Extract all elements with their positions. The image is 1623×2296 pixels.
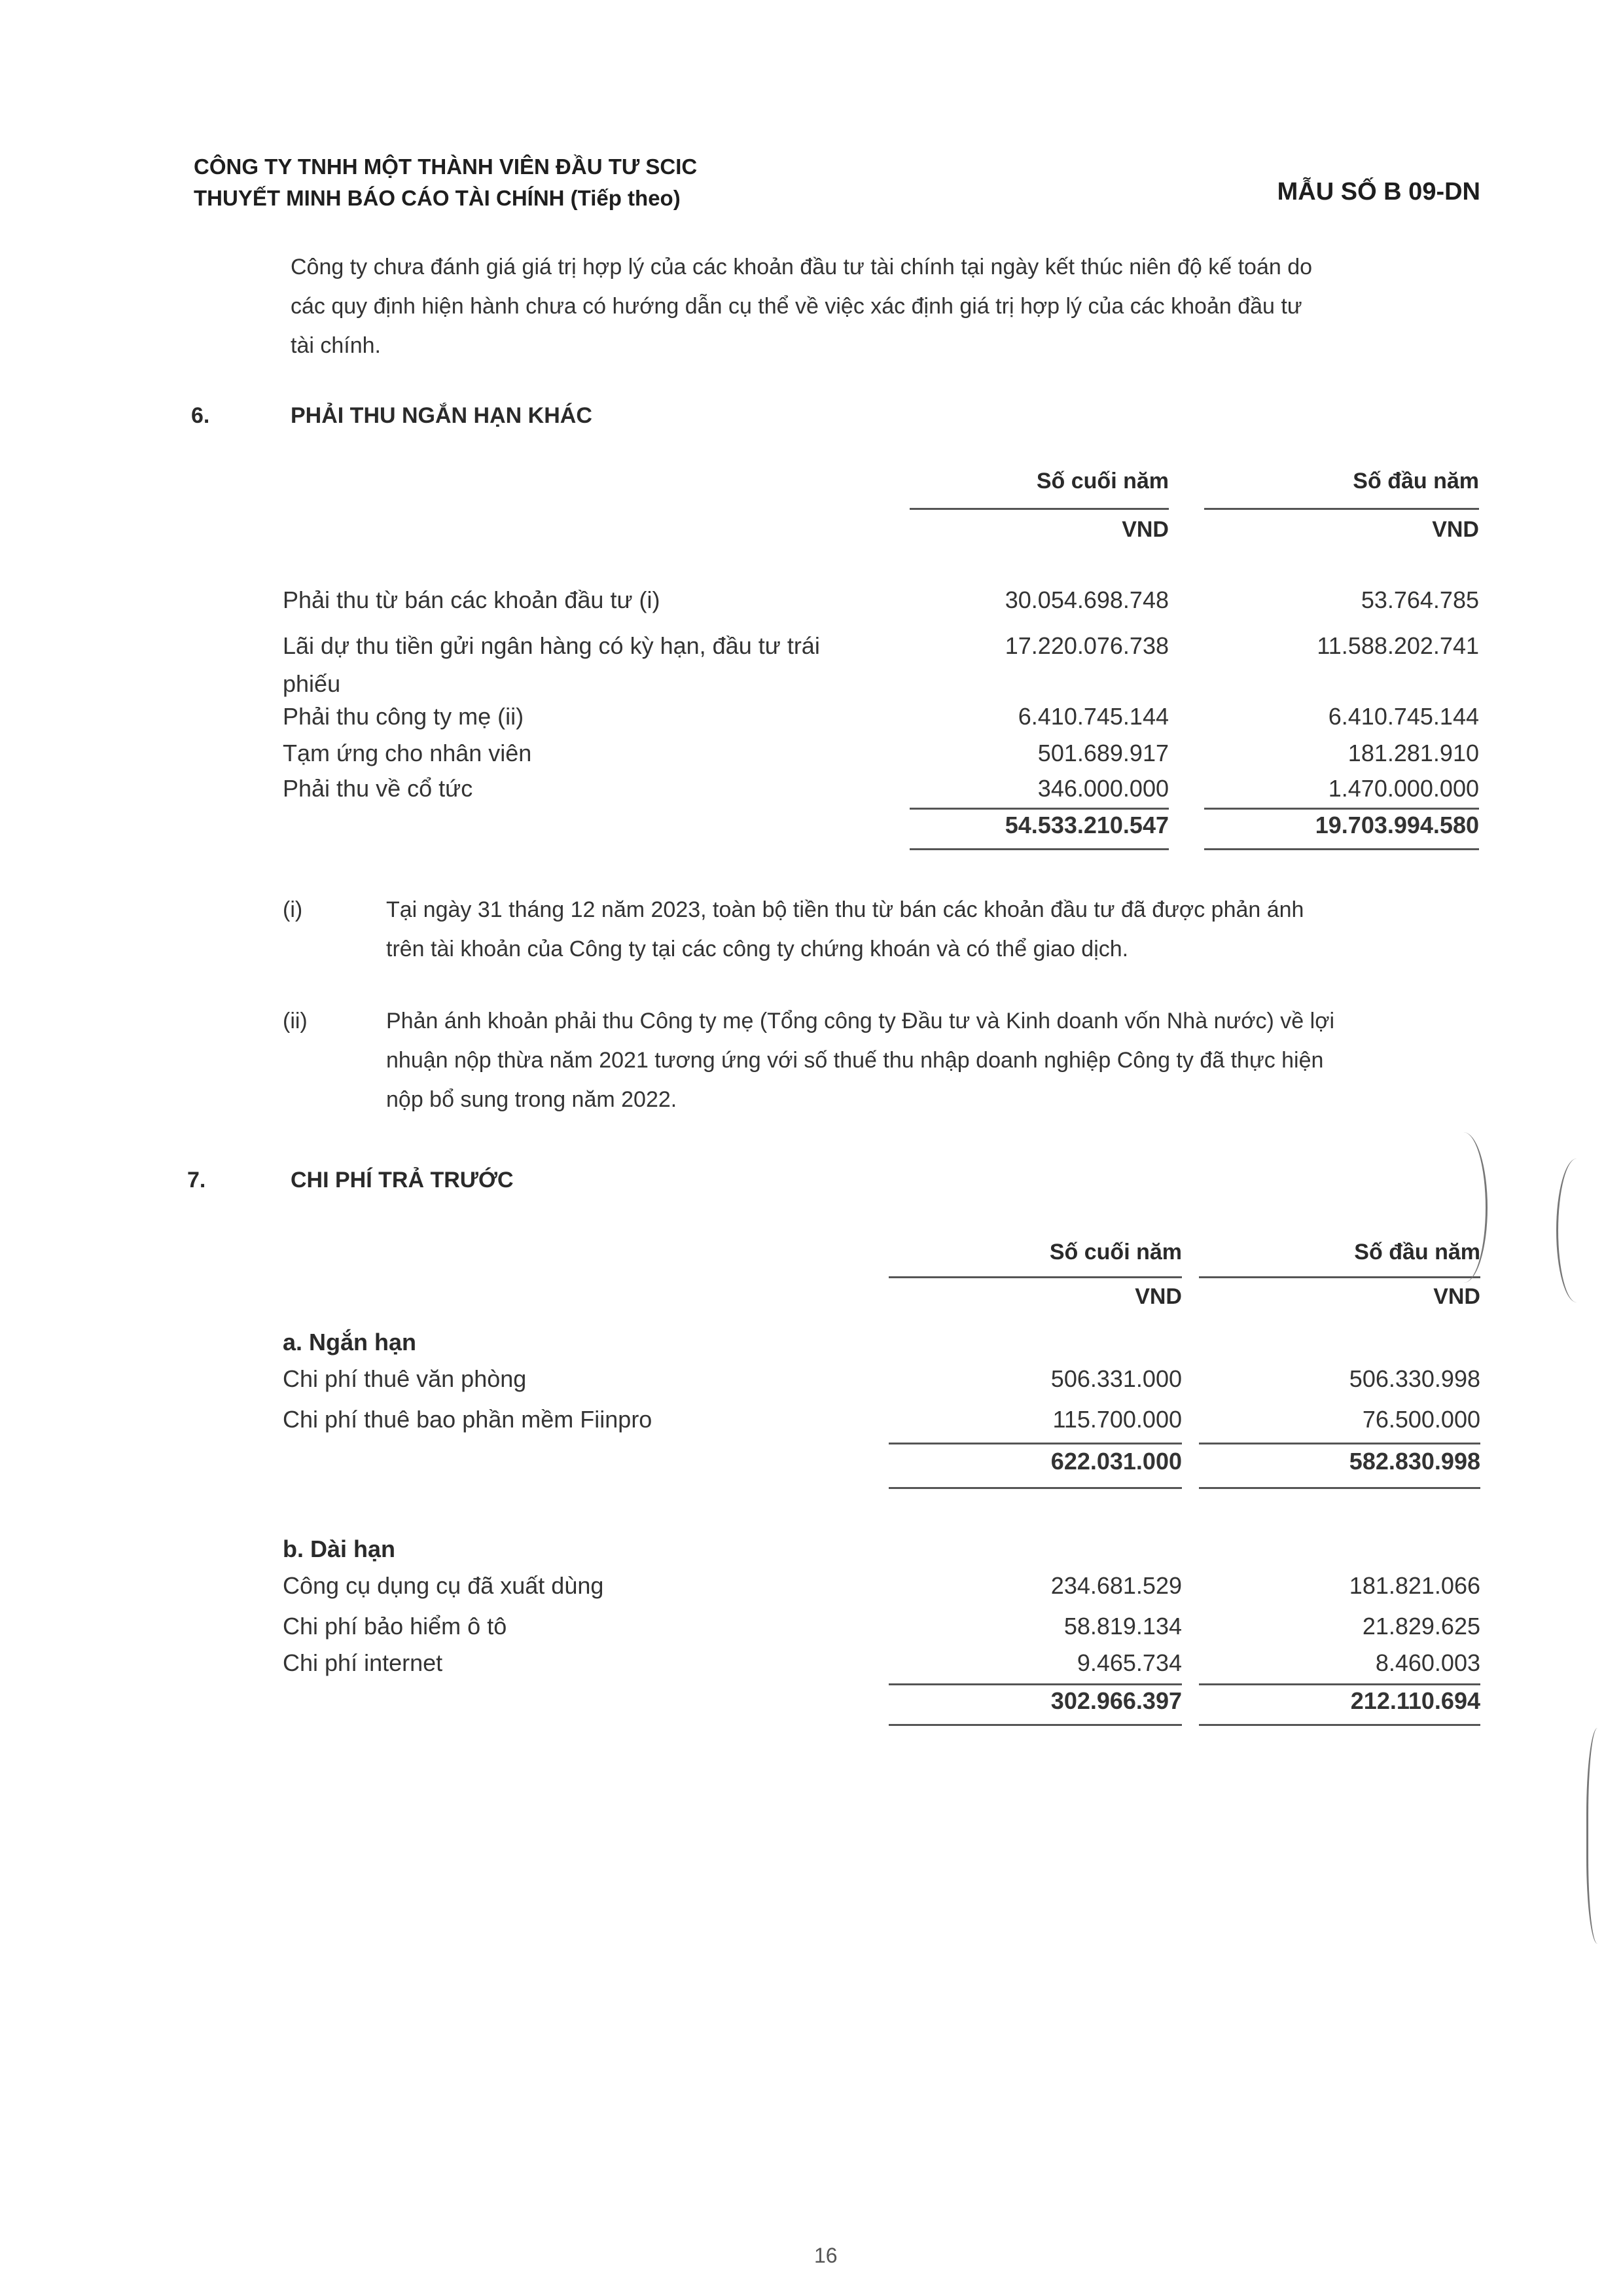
row-label: Chi phí thuê văn phòng — [283, 1365, 527, 1392]
intro-line: tài chính. — [291, 333, 381, 358]
value-begin: 506.330.998 — [1349, 1365, 1480, 1392]
column-header-begin: Số đầu năm — [1353, 469, 1479, 493]
value-begin: 53.764.785 — [1361, 586, 1479, 613]
row-label: Phải thu công ty mẹ (ii) — [283, 703, 524, 730]
subtotal-rule — [1199, 1443, 1480, 1444]
total-rule — [889, 1724, 1182, 1726]
page-number: 16 — [814, 2244, 838, 2267]
value-end: 58.819.134 — [1063, 1613, 1182, 1640]
total-end: 302.966.397 — [1050, 1687, 1182, 1714]
unit-label: VND — [1135, 1284, 1182, 1309]
note-text — [386, 890, 1486, 969]
note-line: nộp bổ sung trong năm 2022. — [386, 1087, 677, 1112]
note-mark: (ii) — [283, 1009, 308, 1033]
total-rule — [1199, 1487, 1480, 1489]
total-rule — [910, 848, 1169, 850]
section-title: CHI PHÍ TRẢ TRƯỚC — [291, 1168, 514, 1193]
stamp-mark — [1440, 1132, 1488, 1283]
subtotal-rule — [889, 1683, 1182, 1685]
value-begin: 181.821.066 — [1349, 1572, 1480, 1599]
total-end: 622.031.000 — [1050, 1448, 1182, 1475]
stamp-mark — [1556, 1158, 1597, 1302]
value-end: 30.054.698.748 — [1005, 586, 1169, 613]
row-label: Tạm ứng cho nhân viên — [283, 740, 532, 766]
value-end: 115.700.000 — [1052, 1406, 1182, 1433]
row-label: Lãi dự thu tiền gửi ngân hàng có kỳ hạn, đầu tư trái — [283, 632, 820, 659]
value-end: 234.681.529 — [1050, 1572, 1182, 1599]
value-end: 9.465.734 — [1077, 1649, 1182, 1676]
value-begin: 6.410.745.144 — [1328, 703, 1479, 730]
total-begin: 19.703.994.580 — [1315, 812, 1479, 838]
unit-label: VND — [1122, 517, 1169, 542]
value-end: 17.220.076.738 — [1005, 632, 1169, 659]
header-rule — [1204, 508, 1479, 510]
header-rule — [910, 508, 1169, 510]
subsection-title: b. Dài hạn — [283, 1535, 396, 1562]
row-label: Phải thu về cổ tức — [283, 775, 473, 802]
total-rule — [1204, 848, 1479, 850]
value-begin: 1.470.000.000 — [1328, 775, 1479, 802]
total-rule — [889, 1487, 1182, 1489]
row-label: Phải thu từ bán các khoản đầu tư (i) — [283, 586, 660, 613]
note-text — [386, 1001, 1486, 1119]
total-end: 54.533.210.547 — [1005, 812, 1169, 838]
form-code: MẪU SỐ B 09-DN — [1277, 178, 1480, 206]
row-label-continued: phiếu — [283, 670, 341, 697]
subtotal-rule — [889, 1443, 1182, 1444]
subsection-title: a. Ngắn hạn — [283, 1329, 417, 1355]
value-end: 501.689.917 — [1037, 740, 1169, 766]
intro-line: Công ty chưa đánh giá giá trị hợp lý của các khoản đầu tư tài chính tại ngày kết thúc niên độ kế toán do — [291, 255, 1313, 279]
header-rule — [1199, 1276, 1480, 1278]
section-title: PHẢI THU NGẮN HẠN KHÁC — [291, 403, 592, 428]
value-begin: 76.500.000 — [1362, 1406, 1480, 1433]
column-header-end: Số cuối năm — [1049, 1240, 1182, 1265]
row-label: Chi phí internet — [283, 1649, 443, 1676]
column-header-end: Số cuối năm — [1036, 469, 1169, 493]
note-line: Phản ánh khoản phải thu Công ty mẹ (Tổng công ty Đầu tư và Kinh doanh vốn Nhà nước) về lợi — [386, 1009, 1335, 1033]
value-end: 346.000.000 — [1037, 775, 1169, 802]
subtotal-rule — [910, 808, 1169, 810]
total-rule — [1199, 1724, 1480, 1726]
value-begin: 21.829.625 — [1362, 1613, 1480, 1640]
total-begin: 212.110.694 — [1350, 1687, 1480, 1714]
stamp-mark — [1586, 1728, 1614, 1944]
unit-label: VND — [1433, 1284, 1480, 1309]
company-name: CÔNG TY TNHH MỘT THÀNH VIÊN ĐẦU TƯ SCIC — [194, 154, 698, 179]
note-mark: (i) — [283, 897, 303, 922]
row-label: Công cụ dụng cụ đã xuất dùng — [283, 1572, 604, 1599]
value-end: 506.331.000 — [1050, 1365, 1182, 1392]
report-subtitle: THUYẾT MINH BÁO CÁO TÀI CHÍNH (Tiếp theo) — [194, 186, 681, 210]
intro-line: các quy định hiện hành chưa có hướng dẫn cụ thể về việc xác định giá trị hợp lý của các khoản đầu tư — [291, 294, 1302, 319]
row-label: Chi phí thuê bao phần mềm Fiinpro — [283, 1406, 652, 1433]
total-begin: 582.830.998 — [1349, 1448, 1480, 1475]
header-rule — [889, 1276, 1182, 1278]
note-line: Tại ngày 31 tháng 12 năm 2023, toàn bộ tiền thu từ bán các khoản đầu tư đã được phản ánh — [386, 897, 1304, 922]
row-label: Chi phí bảo hiểm ô tô — [283, 1613, 507, 1640]
section-number: 7. — [187, 1168, 206, 1193]
subtotal-rule — [1204, 808, 1479, 810]
intro-paragraph — [291, 247, 1482, 365]
subtotal-rule — [1199, 1683, 1480, 1685]
note-line: trên tài khoản của Công ty tại các công ty chứng khoán và có thể giao dịch. — [386, 937, 1129, 961]
value-begin: 11.588.202.741 — [1317, 632, 1479, 659]
note-line: nhuận nộp thừa năm 2021 tương ứng với số thuế thu nhập doanh nghiệp Công ty đã thực hiện — [386, 1048, 1324, 1073]
unit-label: VND — [1432, 517, 1479, 542]
section-number: 6. — [191, 403, 210, 428]
value-begin: 8.460.003 — [1375, 1649, 1480, 1676]
column-header-begin: Số đầu năm — [1354, 1240, 1480, 1265]
value-end: 6.410.745.144 — [1018, 703, 1169, 730]
value-begin: 181.281.910 — [1347, 740, 1479, 766]
